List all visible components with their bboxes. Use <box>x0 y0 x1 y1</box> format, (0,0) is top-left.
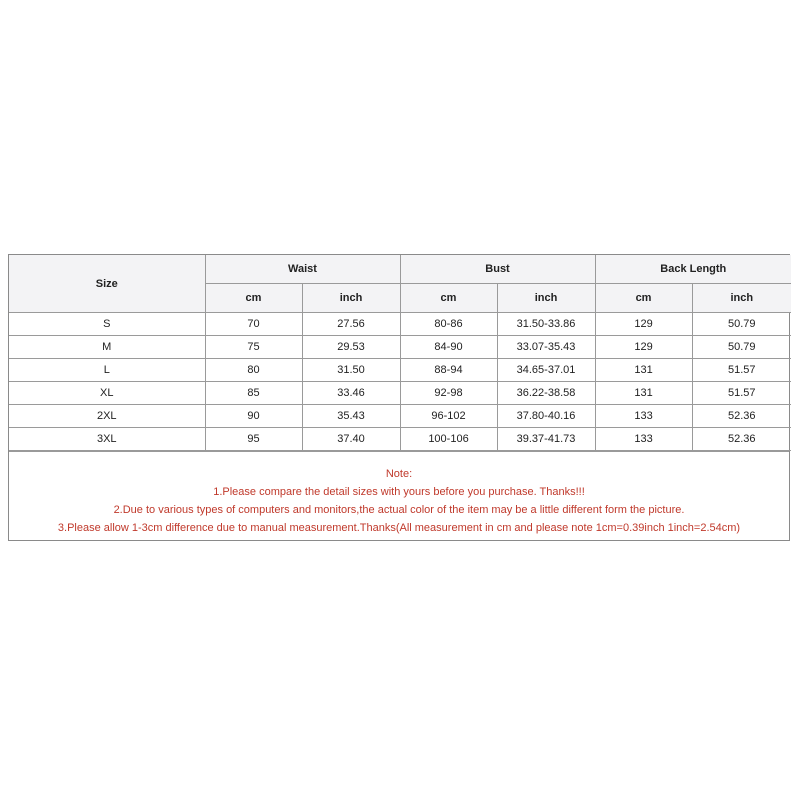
cell-bust-cm: 96-102 <box>400 405 497 428</box>
header-bust-inch: inch <box>497 284 595 313</box>
cell-size: S <box>9 313 205 336</box>
table-row <box>9 359 791 382</box>
header-waist-inch: inch <box>302 284 400 313</box>
cell-bust-inch: 39.37-41.73 <box>497 428 595 451</box>
header-back-length: Back Length <box>595 255 791 284</box>
cell-waist-inch: 27.56 <box>302 313 400 336</box>
header-bust-cm: cm <box>400 284 497 313</box>
cell-waist-cm: 95 <box>205 428 302 451</box>
cell-size: L <box>9 359 205 382</box>
cell-waist-cm: 90 <box>205 405 302 428</box>
cell-waist-cm: 75 <box>205 336 302 359</box>
cell-waist-inch: 31.50 <box>302 359 400 382</box>
cell-bust-cm: 100-106 <box>400 428 497 451</box>
cell-bust-cm: 88-94 <box>400 359 497 382</box>
cell-bust-cm: 84-90 <box>400 336 497 359</box>
cell-waist-cm: 85 <box>205 382 302 405</box>
cell-back-length-cm: 129 <box>595 313 692 336</box>
header-size: Size <box>9 255 205 313</box>
cell-back-length-cm: 133 <box>595 428 692 451</box>
table-row <box>9 428 791 451</box>
cell-back-length-inch: 51.57 <box>692 359 791 382</box>
cell-bust-cm: 92-98 <box>400 382 497 405</box>
table-row <box>9 382 791 405</box>
cell-waist-inch: 29.53 <box>302 336 400 359</box>
note-title: Note: <box>385 468 413 480</box>
header-waist-cm: cm <box>205 284 302 313</box>
cell-waist-inch: 33.46 <box>302 382 400 405</box>
cell-back-length-inch: 50.79 <box>692 336 791 359</box>
cell-back-length-inch: 52.36 <box>692 428 791 451</box>
note-line-3: 3.Please allow 1-3cm difference due to manual measurement.Thanks(All measurement in cm and please note 1cm=0.39inch 1inch=2.54cm) <box>57 522 741 534</box>
header-bust: Bust <box>400 255 595 284</box>
note-line-1: 1.Please compare the detail sizes with yours before you purchase. Thanks!!! <box>213 486 585 498</box>
cell-back-length-inch: 50.79 <box>692 313 791 336</box>
cell-bust-inch: 33.07-35.43 <box>497 336 595 359</box>
cell-size: XL <box>9 382 205 405</box>
cell-back-length-cm: 131 <box>595 382 692 405</box>
cell-back-length-cm: 131 <box>595 359 692 382</box>
cell-bust-inch: 34.65-37.01 <box>497 359 595 382</box>
size-table <box>9 255 791 451</box>
table-row <box>9 313 791 336</box>
notes-section <box>9 451 789 540</box>
cell-waist-inch: 37.40 <box>302 428 400 451</box>
cell-waist-cm: 80 <box>205 359 302 382</box>
cell-back-length-cm: 133 <box>595 405 692 428</box>
cell-size: M <box>9 336 205 359</box>
size-chart <box>8 254 790 541</box>
cell-waist-inch: 35.43 <box>302 405 400 428</box>
cell-back-length-inch: 51.57 <box>692 382 791 405</box>
header-waist: Waist <box>205 255 400 284</box>
cell-bust-inch: 37.80-40.16 <box>497 405 595 428</box>
cell-bust-inch: 31.50-33.86 <box>497 313 595 336</box>
note-line-2: 2.Due to various types of computers and monitors,the actual color of the item may be a little different form the picture. <box>113 504 685 516</box>
cell-bust-cm: 80-86 <box>400 313 497 336</box>
table-row <box>9 405 791 428</box>
cell-back-length-inch: 52.36 <box>692 405 791 428</box>
cell-waist-cm: 70 <box>205 313 302 336</box>
cell-size: 2XL <box>9 405 205 428</box>
table-row <box>9 336 791 359</box>
header-back-length-cm: cm <box>595 284 692 313</box>
cell-bust-inch: 36.22-38.58 <box>497 382 595 405</box>
cell-size: 3XL <box>9 428 205 451</box>
cell-back-length-cm: 129 <box>595 336 692 359</box>
header-back-length-inch: inch <box>692 284 791 313</box>
